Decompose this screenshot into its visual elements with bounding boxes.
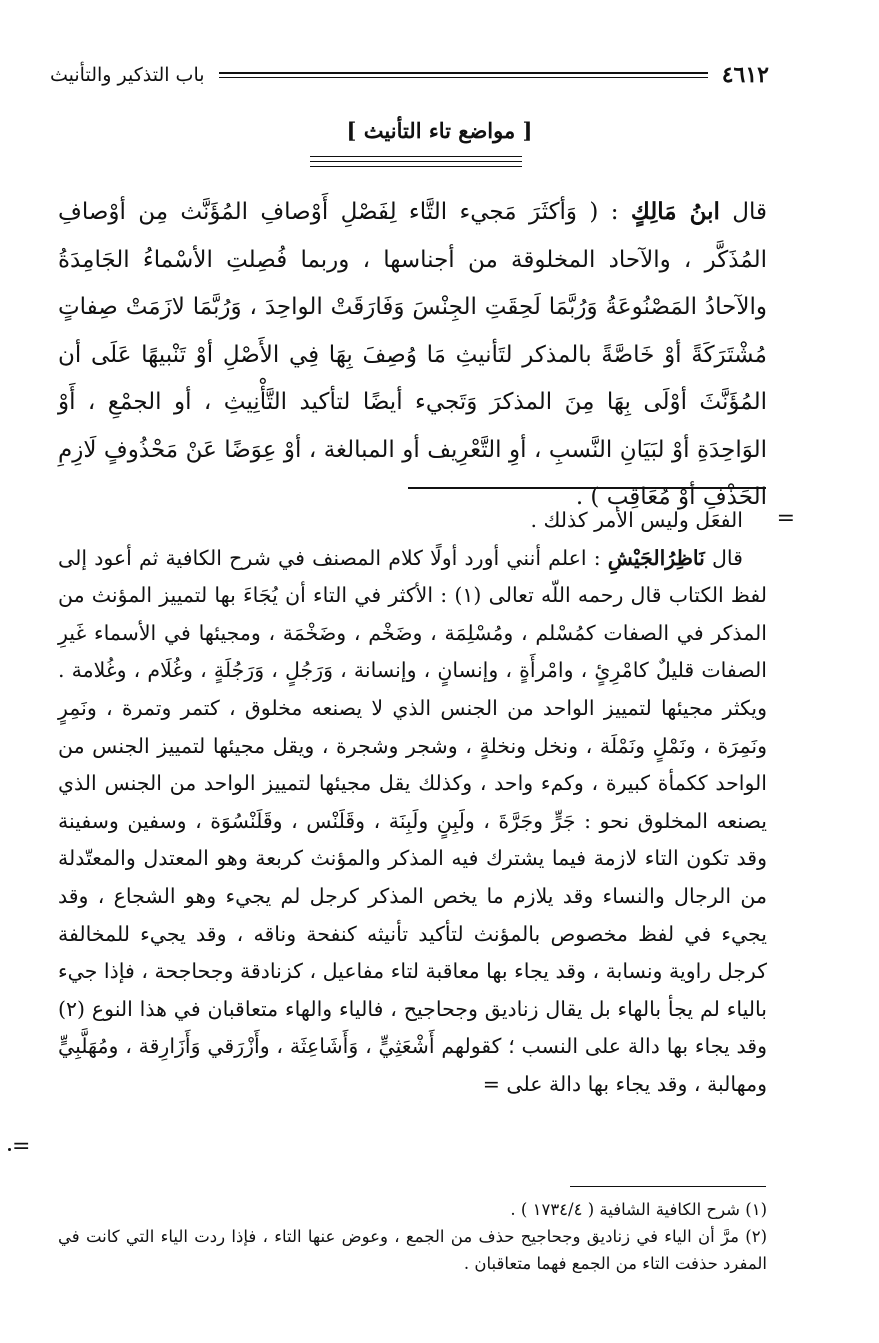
main-body: : ( وَأكثَرَ مَجيء التَّاء لِفَصْلِ أَوْصافِ المُؤَنَّث مِن أوْصافِ المُذَكَّر ، والآحاد المخلوقة من أجناسها ، وربما فُصِلتِ الأسْماءُ الجَامِدَةُ والآحادُ المَصْنُوعَةُ وَرُبَّمَا لَحِقَتِ الجِنْسَ وَفَارَقَتْ الواحِدَ ، وَرُبَّمَا لازَمَتْ صِفاتٍ مُشْتَرَكَةً أوْ خَاصَّةً بالمذكر لتَأنيثِ مَا وُصِفَ بِهَا فِي الأَصْلِ أوْ تَنْبيهًا عَلَى أن المُؤَنَّثَ أوْلَى بِهَا مِنَ المذكرَ وَتَجيء أيضًا لتأكيد التَّأْنِيثِ ، أو الجمْعِ ، أَوْ الوَاحِدَةِ أوْ لبَيَانِ النَّسبِ ، أوِ التَّعْرِيف أو المبالغة ، أوْ عِوَضًا عَنْ مَحْذُوفٍ لَازِمِ الحَذْفِ أوْ مُعَاقِب ) .: [58, 199, 767, 510]
continuation-mark-end: =: [12, 1134, 31, 1159]
footnote-rule: [570, 1186, 766, 1187]
footnote-2: (٢) مرَّ أن الياء في زناديق وجحاجيح حذف من الجمع ، وعوض عنها التاء ، فإذا ردت الياء التي كانت في المفرد حذفت التاء من الجمع فهما متعاقبان .: [58, 1227, 767, 1273]
chapter-title: باب التذكير والتأنيث: [50, 64, 205, 86]
margin-dot: [8, 1148, 11, 1151]
page-header: [50, 58, 769, 92]
continuation-mark: =: [776, 506, 795, 531]
footnotes: [58, 1196, 767, 1277]
commentary-speaker: نَاظِرُالجَيْشِ: [607, 545, 705, 570]
main-text: [58, 188, 767, 522]
footnote-1: (١) شرح الكافية الشافية ( ١٧٣٤/٤ ) .: [510, 1200, 767, 1219]
section-title: [ مواضع تاء التأنيث ]: [346, 118, 533, 143]
commentary-first-line: الفعَل وليس الأمر كذلك .: [530, 508, 743, 532]
commentary-intro: قال: [712, 545, 743, 570]
commentary: [58, 502, 767, 1104]
page-number: ٤٦١٢: [721, 62, 769, 88]
header-rule: [219, 72, 708, 78]
main-speaker: ابنُ مَالِكٍ: [630, 198, 720, 225]
title-underline: [310, 156, 522, 171]
main-intro: قال: [732, 199, 767, 225]
text-separator: [408, 487, 766, 489]
commentary-paragraph: [58, 540, 767, 1104]
commentary-body: : اعلم أنني أورد أولًا كلام المصنف في شرح الكافية ثم أعود إلى لفظ الكتاب قال رحمه اللّه تعالى (١) : الأكثر في التاء أن يُجَاءَ بها لتمييز المؤنث من المذكر في الصفات كمُسْلم ، ومُسْلِمَة ، وضَخْم ، وضَخْمَة ، ومجيئها في الأسماء غَيرِ الصفات قليلٌ كامْرِئٍ ، وامْرأَةٍ ، وإنسانٍ ، وإنسانة ، وَرَجُلٍ ، وَرَجُلَةٍ ، وغُلَام ، وغُلامة . ويكثر مجيئها لتمييز الواحد من الجنس الذي لا يصنعه مخلوق ، كتمر وتمرة ، ونَمِرٍ ونَمِرَة ، ونَمْلٍ ونَمْلَة ، ونخل ونخلةٍ ، وشجر وشجرة ، ويقل مجيئها لتمييز الجنس من الواحد ككمأة كبيرة ، وكمء واحد ، وكذلك يقل مجيئها لتمييز الواحد من الجنس الذي يصنعه المخلوق نحو : جَرٍّ وجَرَّةَ ، ولَبِنٍ ولَبِنَة ، وقَلَنْس ، وقَلَنْسُوَة ، وسفين وسفينة وقد تكون التاء لازمة فيما يشترك فيه المذكر والمؤنث كربعة وهو المعتدل والمعتّدلة من الرجال والنساء وقد يلازم ما يخص المذكر كرجل لم يجيء وهو الشجاع ، وقد يجيء في لفظ مخصوص بالمؤنث لتأكيد تأنيثه كنفحة وناقه ، وقد يجيء للمخالفة كرجل راوية ونسابة ، وقد يجاء بها معاقبة لتاء مفاعيل ، كزنادقة وجحاجحة ، فإذا جيء بالياء لم يجأ بالهاء بل يقال زناديق وجحاجيح ، فالياء والهاء متعاقبان في هذا النوع (٢) وقد يجاء بها دالة على النسب ؛ كقولهم أَشْعَثِيٍّ ، وَأَشَاعِثَة ، وأَزْرَقي وَأَزَارِقة ، ومُهَلَّبِيٍّ ومهالبة ، وقد يجاء بها دالة على =: [58, 545, 768, 1096]
